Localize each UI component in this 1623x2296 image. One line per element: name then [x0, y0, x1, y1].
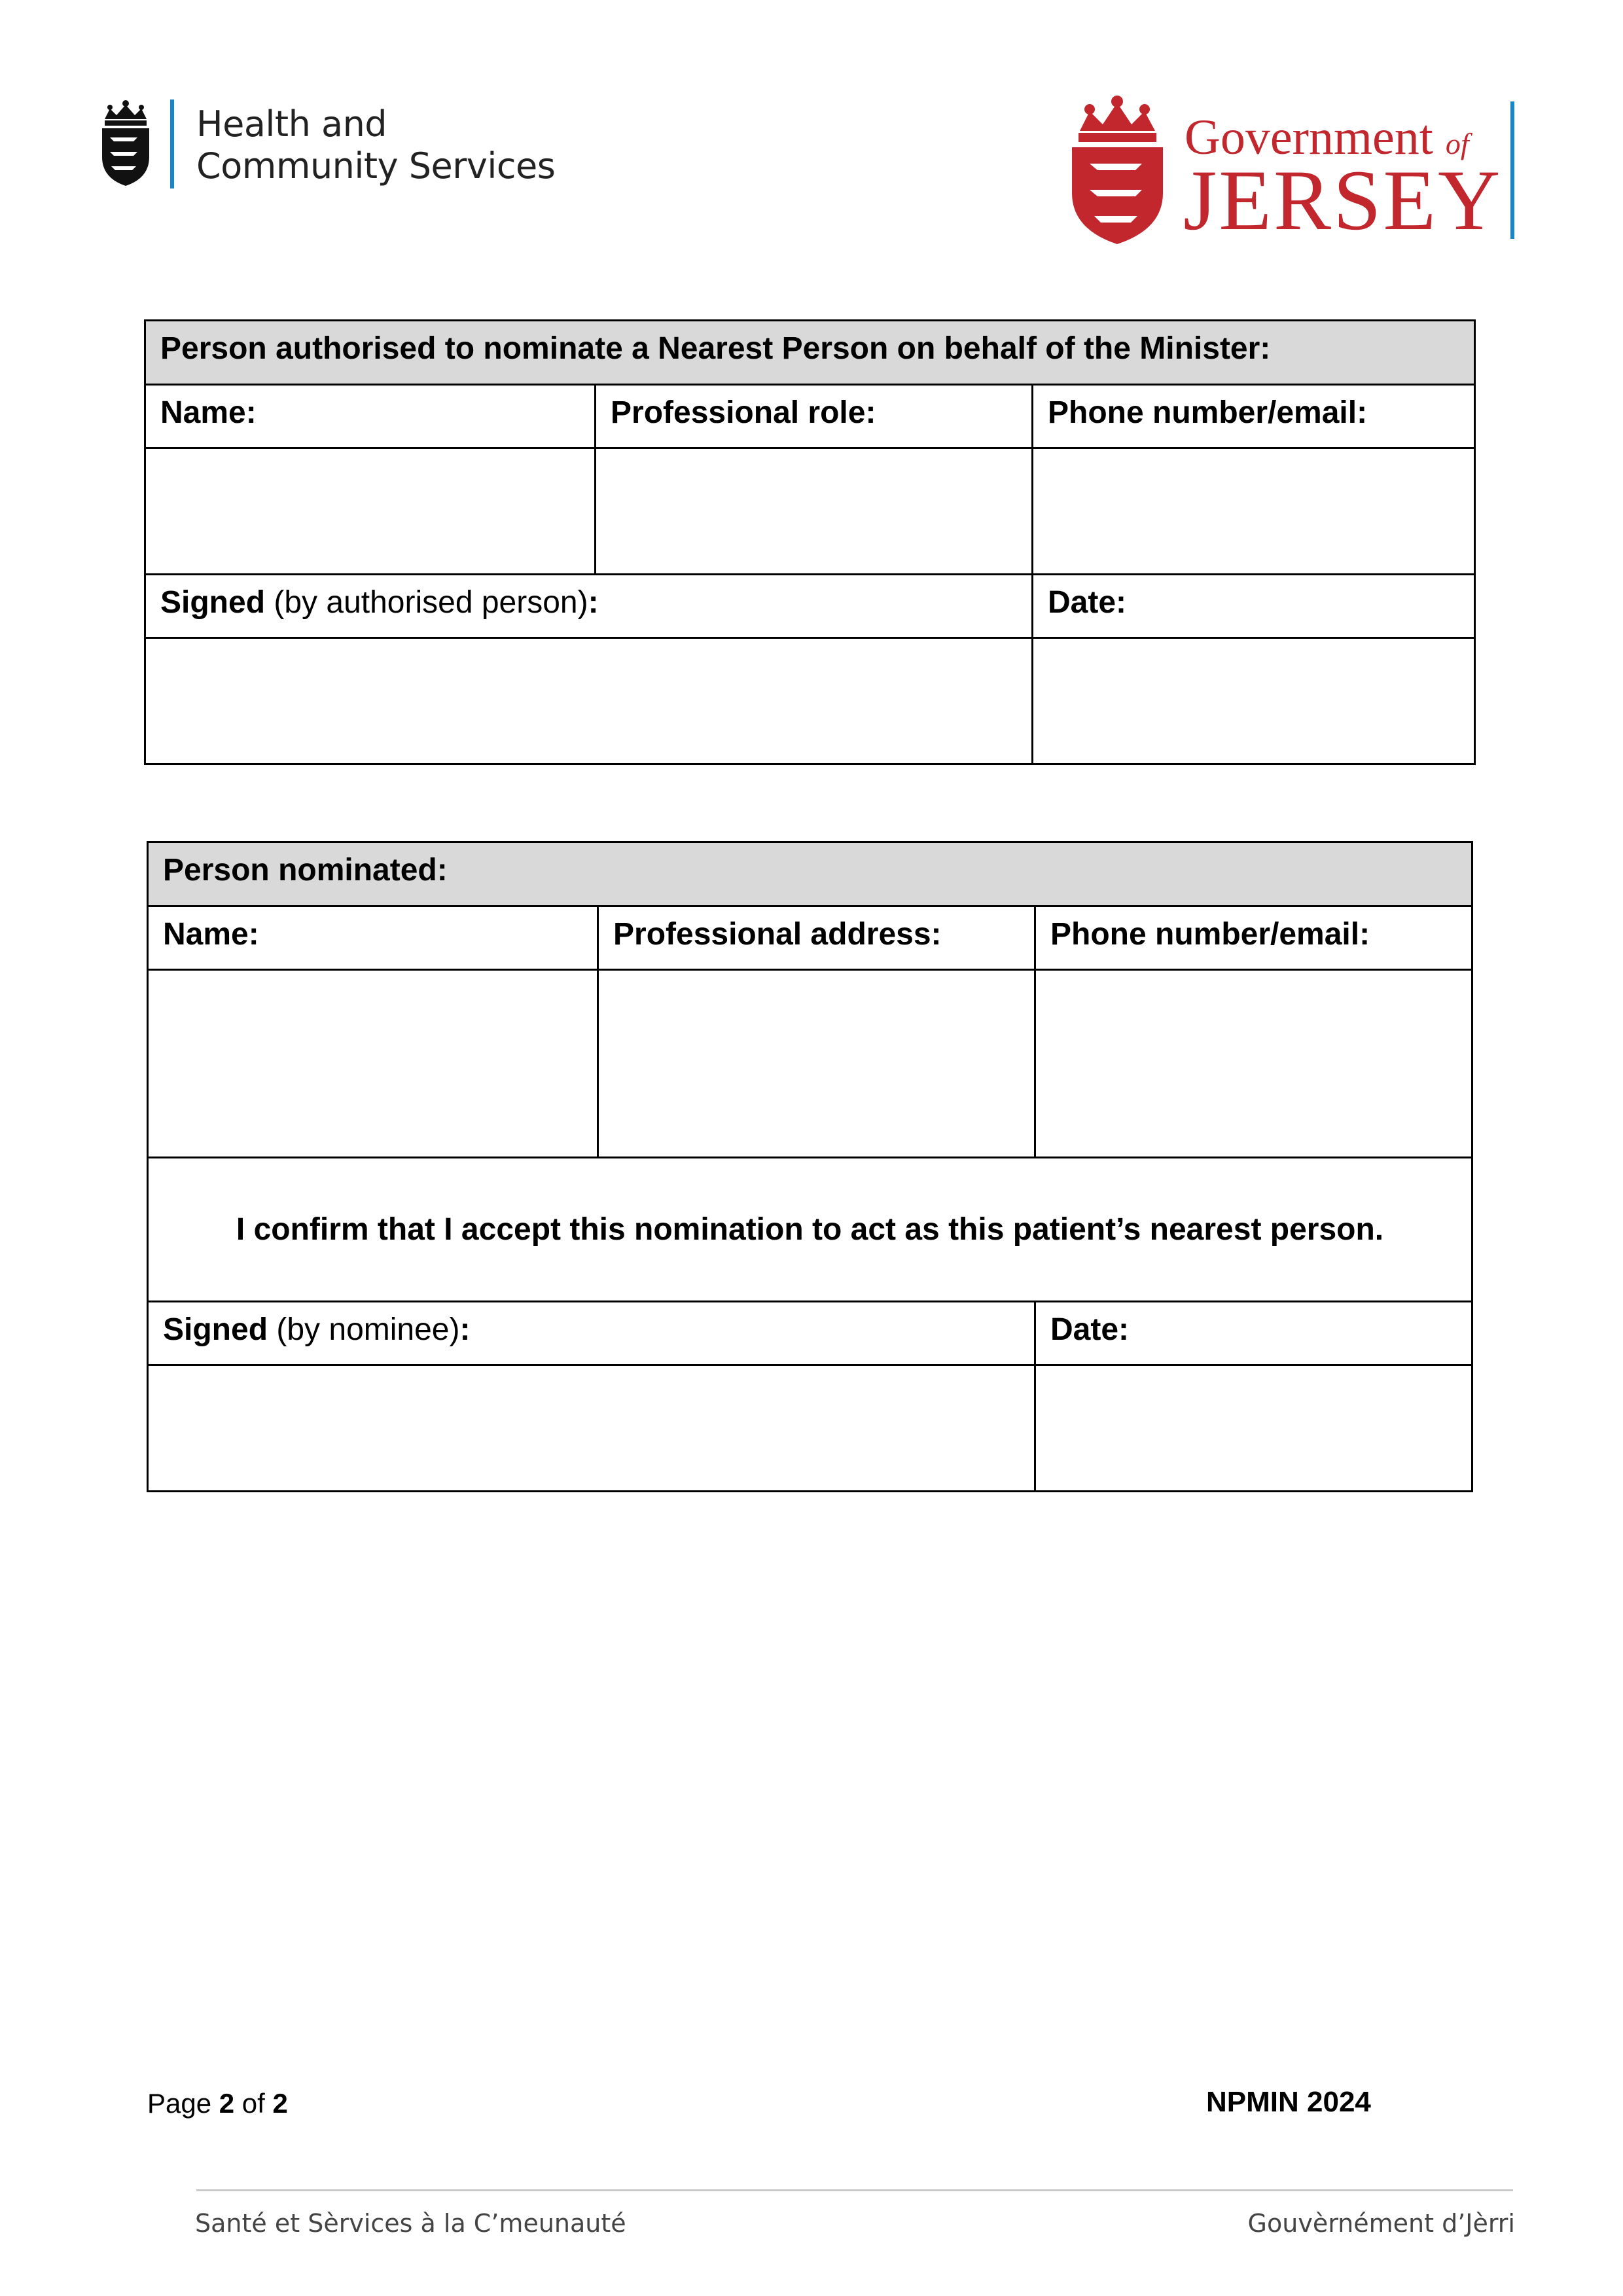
document-code: NPMIN 2024	[1206, 2086, 1371, 2118]
hcs-wordmark	[196, 103, 555, 187]
signed-label: Signed (by authorised person):	[145, 575, 1033, 638]
jersey-crest-icon	[98, 99, 154, 188]
nominee-name-field[interactable]	[148, 970, 598, 1158]
nominee-name-label: Name:	[148, 906, 598, 970]
government-of-jersey-logo	[1067, 95, 1525, 248]
person-nominated-table	[147, 841, 1473, 1492]
nominee-date-field[interactable]	[1035, 1365, 1472, 1492]
nominee-signed-label: Signed (by nominee):	[148, 1302, 1035, 1365]
page-number: Page 2 of 2	[147, 2088, 288, 2119]
name-field[interactable]	[145, 448, 596, 575]
footer-jerriais-hcs: Santé et Sèrvices à la C’meunauté	[195, 2209, 626, 2238]
gov-wordmark-line2: JERSEY	[1183, 152, 1503, 248]
nominee-phone-email-field[interactable]	[1035, 970, 1472, 1158]
authorised-person-table	[144, 319, 1476, 765]
professional-role-field[interactable]	[596, 448, 1033, 575]
hcs-logo	[98, 98, 556, 196]
nominee-signature-field[interactable]	[148, 1365, 1035, 1492]
name-label: Name:	[145, 385, 596, 448]
date-label: Date:	[1033, 575, 1475, 638]
person-nominated-heading: Person nominated:	[148, 842, 1472, 906]
gov-divider	[1510, 101, 1514, 239]
nominee-phone-email-label: Phone number/email:	[1035, 906, 1472, 970]
gov-wordmark-line1: Government of	[1185, 110, 1469, 165]
hcs-line1: Health and	[196, 103, 387, 145]
nominee-date-label: Date:	[1035, 1302, 1472, 1365]
jersey-shield-icon	[1067, 95, 1168, 245]
hcs-line2: Community Services	[196, 145, 556, 187]
professional-address-label: Professional address:	[598, 906, 1035, 970]
professional-role-label: Professional role:	[596, 385, 1033, 448]
gov-wordmark-of: of	[1445, 127, 1469, 160]
signature-field[interactable]	[145, 638, 1033, 764]
authorised-person-heading: Person authorised to nominate a Nearest Person on behalf of the Minister:	[145, 321, 1475, 385]
footer-divider	[196, 2189, 1513, 2191]
confirmation-statement: I confirm that I accept this nomination to act as this patient’s nearest person.	[148, 1158, 1472, 1302]
phone-email-label: Phone number/email:	[1033, 385, 1475, 448]
footer-jerriais-gov: Gouvèrnément d’Jèrri	[1247, 2209, 1515, 2238]
hcs-divider	[170, 99, 174, 188]
professional-address-field[interactable]	[598, 970, 1035, 1158]
date-field[interactable]	[1033, 638, 1475, 764]
phone-email-field[interactable]	[1033, 448, 1475, 575]
